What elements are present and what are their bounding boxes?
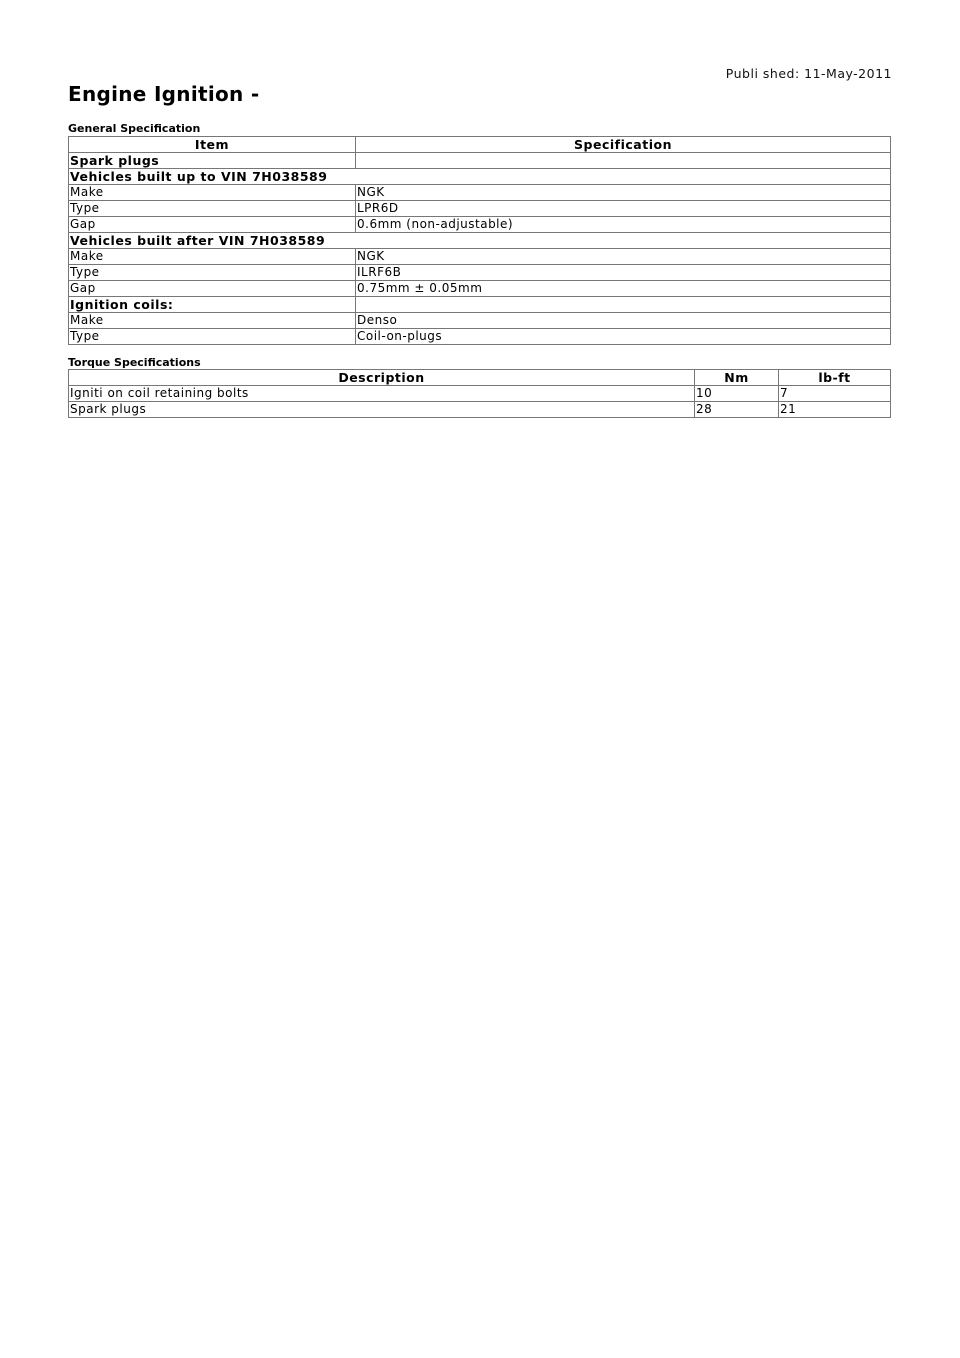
item-cell: Make [69, 249, 356, 265]
spec-cell: Coil-on-plugs [356, 329, 891, 345]
published-date: Publi shed: 11-May-2011 [725, 66, 892, 81]
spec-cell: ILRF6B [356, 265, 891, 281]
group-heading-cell: Vehicles built after VIN 7H038589 [69, 233, 891, 249]
item-cell: Ignition coils: [69, 297, 356, 313]
spec-cell: NGK [356, 185, 891, 201]
table-row [69, 249, 891, 265]
description-cell: Spark plugs [69, 402, 695, 418]
general-specification-table [68, 136, 891, 345]
table-header-row [69, 370, 891, 386]
item-cell: Type [69, 265, 356, 281]
table-header-row [69, 137, 891, 153]
spec-cell: Denso [356, 313, 891, 329]
spec-cell [356, 297, 891, 313]
column-header-nm: Nm [695, 370, 779, 386]
group-heading-cell: Vehicles built up to VIN 7H038589 [69, 169, 891, 185]
spec-cell: 0.75mm ± 0.05mm [356, 281, 891, 297]
spec-cell: NGK [356, 249, 891, 265]
torque-specifications-heading: Torque Specifications [68, 356, 201, 369]
item-cell: Spark plugs [69, 153, 356, 169]
column-header-description: Description [69, 370, 695, 386]
table-row [69, 265, 891, 281]
spec-cell: LPR6D [356, 201, 891, 217]
item-cell: Gap [69, 281, 356, 297]
nm-cell: 10 [695, 386, 779, 402]
item-cell: Type [69, 329, 356, 345]
table-row [69, 153, 891, 169]
column-header-specification: Specification [356, 137, 891, 153]
table-row [69, 169, 891, 185]
table-row [69, 185, 891, 201]
column-header-item: Item [69, 137, 356, 153]
item-cell: Make [69, 185, 356, 201]
lbft-cell: 21 [779, 402, 891, 418]
description-cell: Igniti on coil retaining bolts [69, 386, 695, 402]
spec-cell [356, 153, 891, 169]
table-row [69, 281, 891, 297]
table-row [69, 402, 891, 418]
page-title: Engine Ignition - [68, 82, 260, 106]
table-row [69, 217, 891, 233]
nm-cell: 28 [695, 402, 779, 418]
table-row [69, 313, 891, 329]
item-cell: Type [69, 201, 356, 217]
table-row [69, 386, 891, 402]
table-row [69, 297, 891, 313]
spec-cell: 0.6mm (non-adjustable) [356, 217, 891, 233]
table-row [69, 201, 891, 217]
table-row [69, 329, 891, 345]
torque-specifications-table [68, 369, 891, 418]
item-cell: Gap [69, 217, 356, 233]
column-header-lbft: lb-ft [779, 370, 891, 386]
lbft-cell: 7 [779, 386, 891, 402]
table-row [69, 233, 891, 249]
general-specification-heading: General Specification [68, 122, 201, 135]
item-cell: Make [69, 313, 356, 329]
